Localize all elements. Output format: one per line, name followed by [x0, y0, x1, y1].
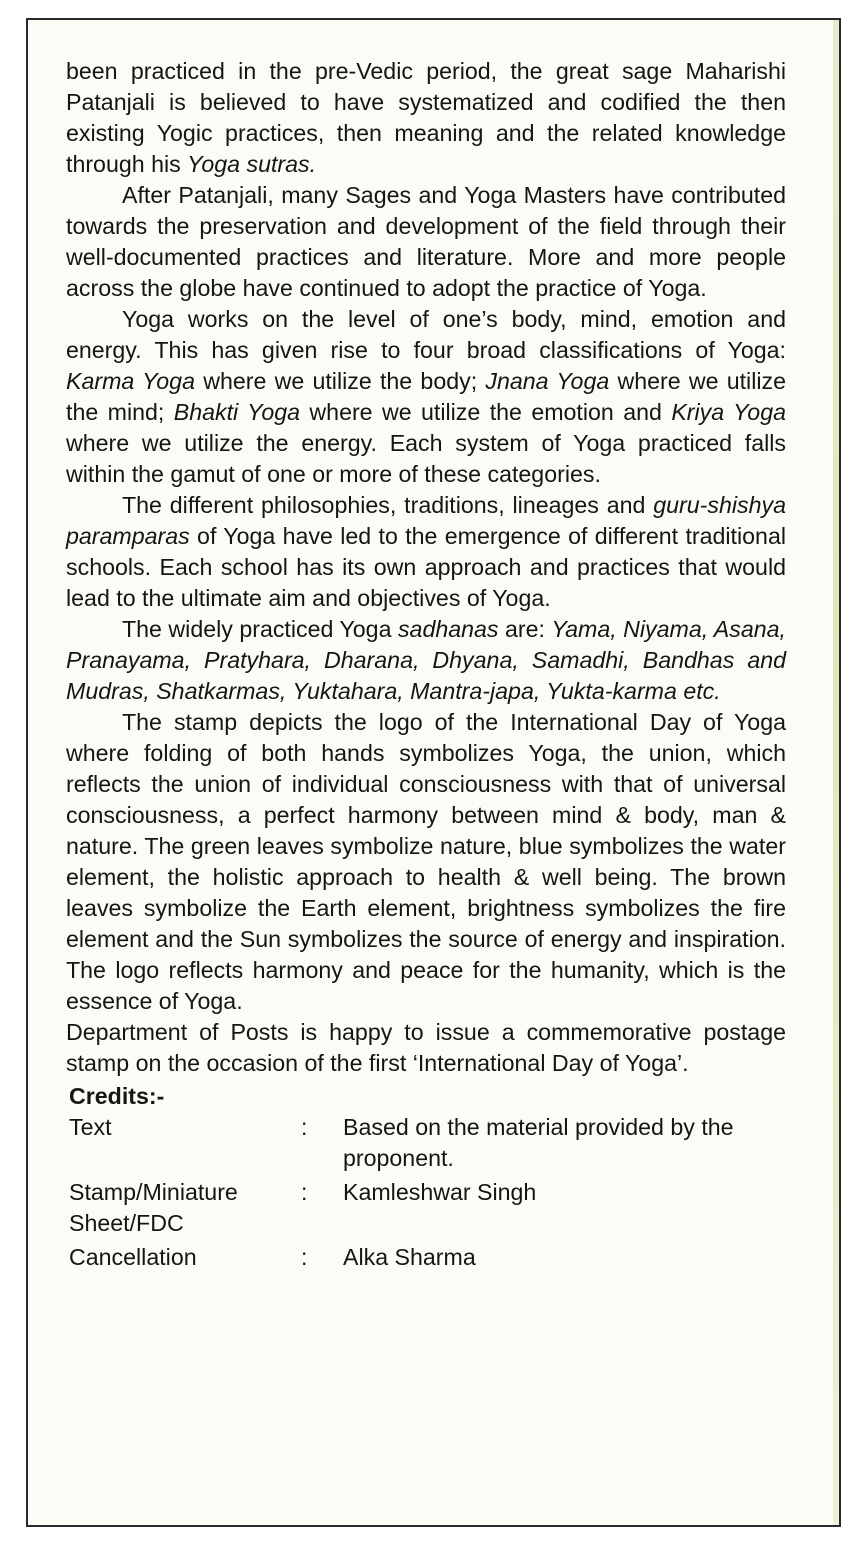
text-run: are:: [498, 616, 552, 642]
credits-label: Text: [69, 1114, 112, 1140]
body-paragraph: [66, 304, 786, 490]
credits-label: Stamp/Miniature Sheet/FDC: [69, 1179, 238, 1236]
text-run: been practiced in the pre-Vedic period, the great sage Maharishi Patanjali is believed to have systematized and codified the then existing Yogic practices, then meaning and the related knowledge through his: [66, 58, 786, 177]
text-run: where we utilize the body;: [194, 368, 486, 394]
italic-term: Yama, Niyama, Asana, Pranayama, Pratyhara, Dharana, Dhyana, Samadhi, Bandhas and Mudras, Shatkarmas, Yuktahara, Mantra-japa, Yukta-karma etc.: [66, 616, 786, 704]
body-paragraph: [66, 1017, 786, 1079]
text-run: where we utilize the mind;: [66, 368, 786, 425]
text-run: where we utilize the emotion and: [300, 399, 672, 425]
credits-separator: :: [301, 1114, 308, 1140]
italic-term: Kriya Yoga: [671, 399, 786, 425]
credits-row-stamp: [69, 1177, 786, 1239]
text-run: Yoga works on the level of one’s body, mind, emotion and energy. This has given rise to four broad classifications of Yoga:: [66, 306, 786, 363]
text-run: of Yoga have led to the emergence of different traditional schools. Each school has its own approach and practices that would lead to the ultimate aim and objectives of Yoga.: [66, 523, 786, 611]
page-edge-strip: [833, 20, 839, 1525]
text-run: The different philosophies, traditions, lineages and: [122, 492, 654, 518]
text-run: Department of Posts is happy to issue a commemorative postage stamp on the occasion of the first ‘International Day of Yoga’.: [66, 1019, 786, 1076]
document-body: [66, 56, 786, 1273]
credits-value: Based on the material provided by the proponent.: [343, 1114, 734, 1171]
body-text: [66, 56, 786, 1079]
brochure-page: [26, 18, 841, 1527]
italic-term: Jnana Yoga: [485, 368, 610, 394]
italic-term: Bhakti Yoga: [173, 399, 301, 425]
body-paragraph: [66, 490, 786, 614]
credits-value: Alka Sharma: [343, 1244, 476, 1270]
credits-separator: :: [301, 1179, 308, 1205]
credits-label: Cancellation: [69, 1244, 197, 1270]
text-run: The widely practiced Yoga: [122, 616, 398, 642]
body-paragraph: [66, 614, 786, 707]
italic-term: guru-shishya paramparas: [66, 492, 786, 549]
credits-row-cancellation: [69, 1242, 786, 1273]
text-run: where we utilize the energy. Each system of Yoga practiced falls within the gamut of one or more of these categories.: [66, 430, 786, 487]
text-run: The stamp depicts the logo of the International Day of Yoga where folding of both hands symbolizes Yoga, the union, which reflects the union of individual consciousness with that of universal consciousness, a perfect harmony between mind & body, man & nature. The green leaves symbolize nature, blue symbolizes the water element, the holistic approach to health & well being. The brown leaves symbolize the Earth element, brightness symbolizes the fire element and the Sun symbolizes the source of energy and inspiration. The logo reflects harmony and peace for the humanity, which is the essence of Yoga.: [66, 709, 786, 1014]
italic-term: sadhanas: [397, 616, 499, 642]
credits-value: Kamleshwar Singh: [343, 1179, 537, 1205]
credits-separator: :: [301, 1244, 308, 1270]
credits-heading: Credits:-: [69, 1083, 165, 1109]
italic-term: Yoga sutras.: [187, 151, 317, 177]
body-paragraph: [66, 707, 786, 1017]
text-run: After Patanjali, many Sages and Yoga Masters have contributed towards the preservation and development of the field through their well-documented practices and literature. More and more people across the globe have continued to adopt the practice of Yoga.: [66, 182, 786, 301]
body-paragraph: [66, 180, 786, 304]
credits-row-text: [69, 1112, 786, 1174]
body-paragraph: [66, 56, 786, 180]
italic-term: Karma Yoga: [66, 368, 195, 394]
